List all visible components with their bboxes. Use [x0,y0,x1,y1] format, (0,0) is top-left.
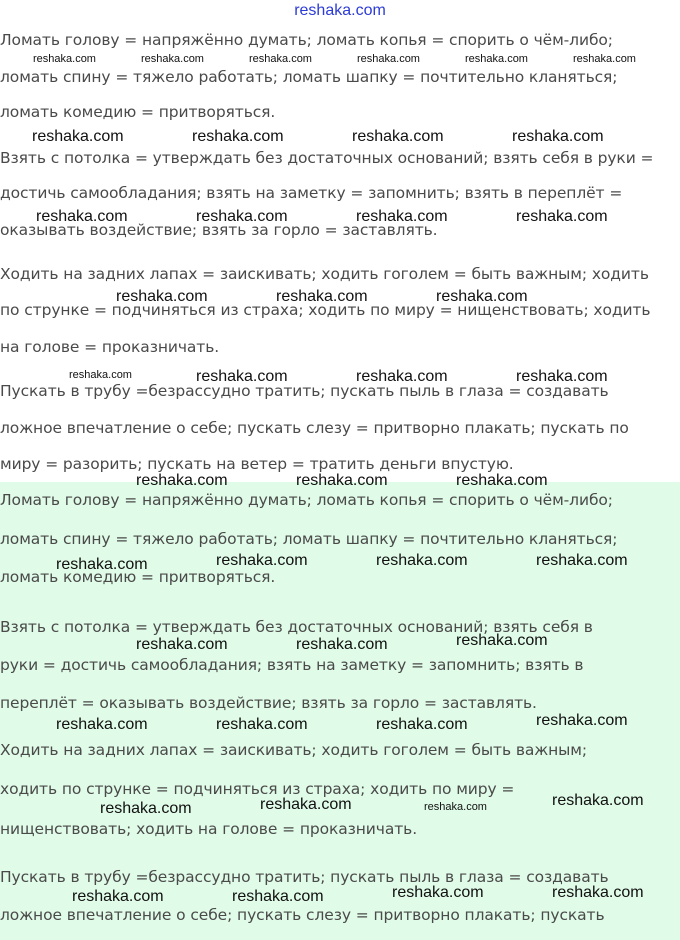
site-link[interactable]: reshaka.com [294,2,386,19]
watermark: reshaka.com [357,53,420,65]
text-line: Пускать в трубу =безрассудно тратить; пускать пыль в глаза = создавать [0,868,609,886]
idioms-block-highlighted [0,482,680,940]
watermark: reshaka.com [456,472,548,489]
text-line: достичь самообладания; взять на заметку = запомнить; взять в переплёт = [0,184,623,202]
watermark: reshaka.com [36,208,128,225]
watermark: reshaka.com [100,800,192,817]
watermark: reshaka.com [32,128,124,145]
text-line: Ломать голову = напряжённо думать; ломать копья = спорить о чём-либо; [0,491,613,509]
watermark: reshaka.com [436,288,528,305]
text-line: Взять с потолка = утверждать без достаточных оснований; взять себя в [0,618,593,636]
watermark: reshaka.com [296,472,388,489]
watermark: reshaka.com [465,53,528,65]
watermark: reshaka.com [116,288,208,305]
text-line: ломать комедию = притворяться. [0,568,276,586]
watermark: reshaka.com [573,53,636,65]
text-line: на голове = проказничать. [0,338,220,356]
watermark: reshaka.com [536,552,628,569]
watermark: reshaka.com [516,208,608,225]
text-line: Ломать голову = напряжённо думать; ломать копья = спорить о чём-либо; [0,31,613,49]
watermark: reshaka.com [232,888,324,905]
watermark: reshaka.com [72,888,164,905]
watermark: reshaka.com [260,796,352,813]
text-line: ломать спину = тяжело работать; ломать шапку = почтительно кланяться; [0,530,618,548]
watermark: reshaka.com [136,472,228,489]
text-line: Ходить на задних лапах = заискивать; ходить гоголем = быть важным; ходить [0,265,649,283]
watermark: reshaka.com [512,128,604,145]
text-line: Взять с потолка = утверждать без достаточных оснований; взять себя в руки = [0,149,654,167]
watermark: reshaka.com [296,636,388,653]
watermark: reshaka.com [376,716,468,733]
text-line: нищенствовать; ходить на голове = проказничать. [0,820,418,838]
watermark: reshaka.com [216,552,308,569]
watermark: reshaka.com [196,368,288,385]
watermark: reshaka.com [216,716,308,733]
watermark: reshaka.com [356,208,448,225]
text-line: Пускать в трубу =безрассудно тратить; пускать пыль в глаза = создавать [0,382,609,400]
text-line: миру = разорить; пускать на ветер = тратить деньги впустую. [0,455,514,473]
watermark: reshaka.com [33,53,96,65]
idioms-block-plain [0,22,680,482]
text-line: Ходить на задних лапах = заискивать; ходить гоголем = быть важным; [0,741,588,759]
watermark: reshaka.com [56,716,148,733]
watermark: reshaka.com [352,128,444,145]
watermark: reshaka.com [69,369,132,381]
watermark: reshaka.com [192,128,284,145]
text-line: ложное впечатление о себе; пускать слезу = притворно плакать; пускать [0,906,605,924]
text-line: ходить по струнке = подчиняться из страха; ходить по миру = [0,780,515,798]
watermark: reshaka.com [552,792,644,809]
watermark: reshaka.com [456,632,548,649]
watermark: reshaka.com [424,801,487,813]
watermark: reshaka.com [376,552,468,569]
watermark: reshaka.com [392,884,484,901]
watermark: reshaka.com [141,53,204,65]
watermark: reshaka.com [536,712,628,729]
text-line: руки = достичь самообладания; взять на заметку = запомнить; взять в [0,656,584,674]
watermark: reshaka.com [136,636,228,653]
watermark: reshaka.com [249,53,312,65]
text-line: ломать комедию = притворяться. [0,103,276,121]
watermark: reshaka.com [356,368,448,385]
text-line: ломать спину = тяжело работать; ломать шапку = почтительно кланяться; [0,68,618,86]
watermark: reshaka.com [276,288,368,305]
watermark: reshaka.com [196,208,288,225]
watermark: reshaka.com [516,368,608,385]
text-line: оказывать воздействие; взять за горло = заставлять. [0,221,438,239]
text-line: переплёт = оказывать воздействие; взять за горло = заставлять. [0,694,537,712]
text-line: по струнке = подчиняться из страха; ходить по миру = нищенствовать; ходить [0,301,651,319]
watermark: reshaka.com [552,884,644,901]
watermark: reshaka.com [56,556,148,573]
text-line: ложное впечатление о себе; пускать слезу = притворно плакать; пускать по [0,419,629,437]
